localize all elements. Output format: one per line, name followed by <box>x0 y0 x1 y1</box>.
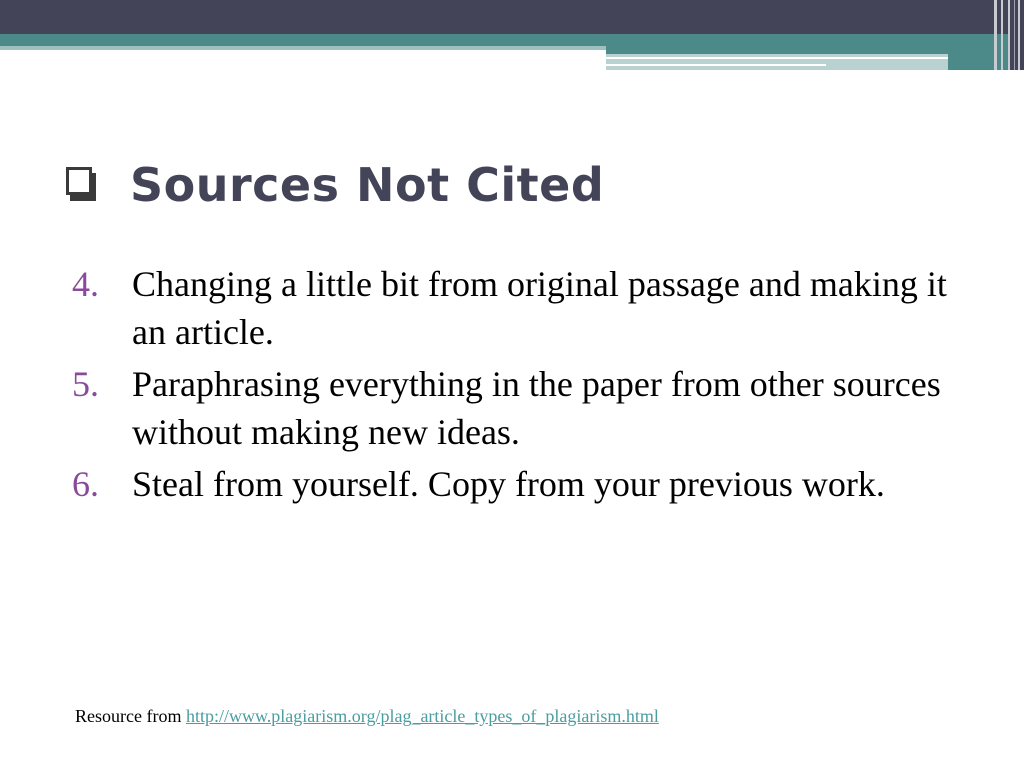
header-stripe <box>994 0 997 70</box>
resource-link[interactable]: http://www.plagiarism.org/plag_article_types_of_plagiarism.html <box>185 706 659 726</box>
header-band-teal <box>0 34 1024 46</box>
checkbox-icon <box>64 163 102 207</box>
resource-footer <box>75 706 659 727</box>
list-item <box>72 360 972 456</box>
list-item <box>72 460 972 508</box>
header-divider-line <box>606 57 948 59</box>
header-band-light <box>0 46 606 50</box>
list-item-text: Steal from yourself. Copy from your previous work. <box>132 464 885 504</box>
list-item-text: Paraphrasing everything in the paper from other sources without making new ideas. <box>132 364 941 452</box>
header-stripe <box>1001 0 1003 70</box>
header-corner-teal <box>948 34 1008 70</box>
list-item-number: 6. <box>72 464 99 504</box>
title-row <box>64 158 604 212</box>
numbered-list <box>72 260 972 512</box>
list-item <box>72 260 972 356</box>
list-item-text: Changing a little bit from original passage and making it an article. <box>132 264 947 352</box>
slide-title: Sources Not Cited <box>130 158 605 212</box>
list-item-number: 4. <box>72 264 99 304</box>
header-band-dark <box>0 0 1024 34</box>
header-stripe <box>1018 0 1020 70</box>
header-stripe <box>1008 0 1010 70</box>
list-item-number: 5. <box>72 364 99 404</box>
resource-prefix: Resource from <box>75 706 186 726</box>
header-divider-line <box>606 64 826 66</box>
header-stripe <box>1014 0 1015 70</box>
